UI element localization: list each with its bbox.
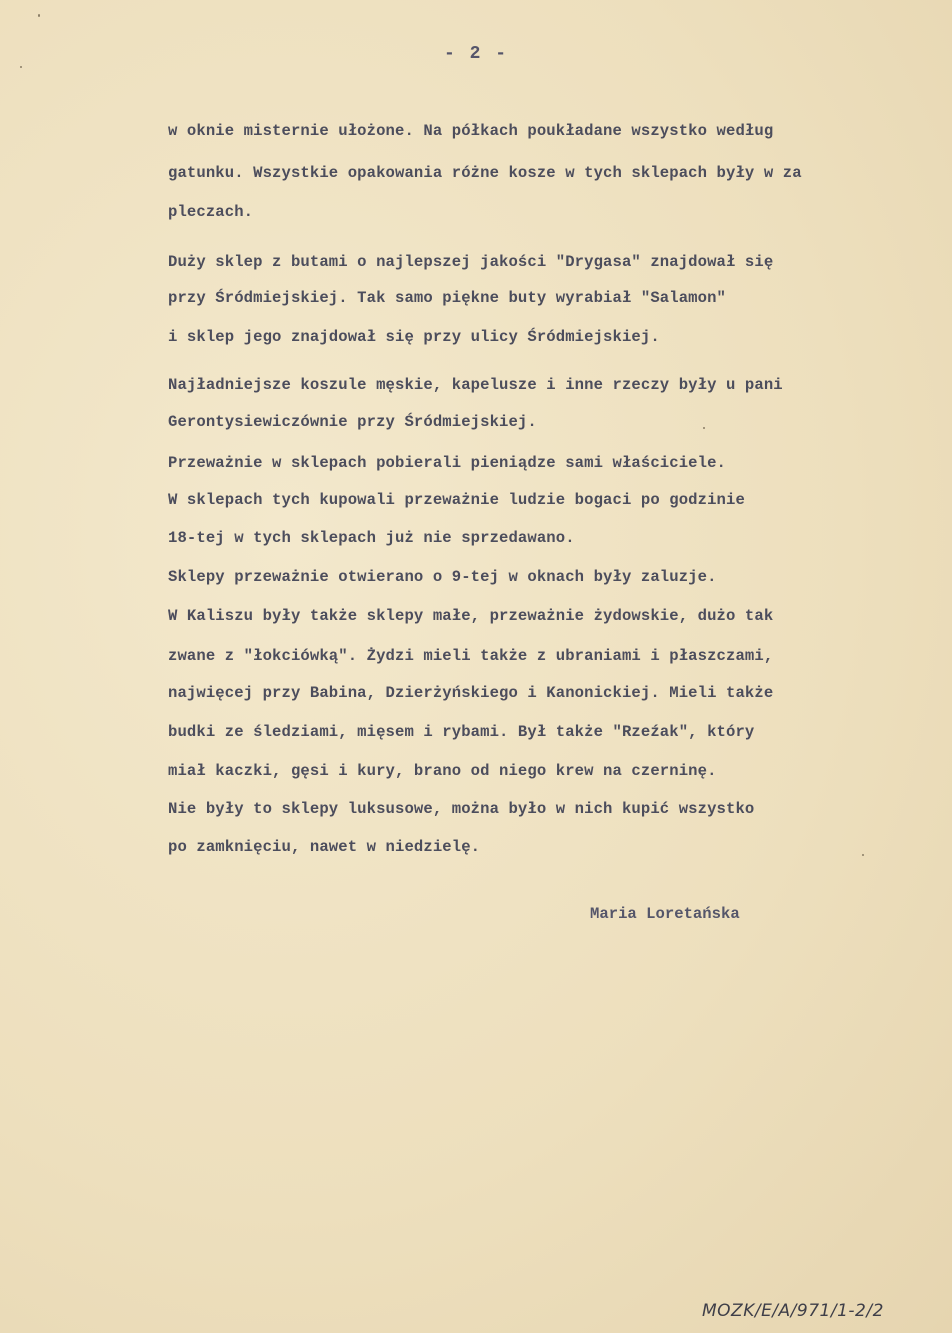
text-line: przy Śródmiejskiej. Tak samo piękne buty wyrabiał "Salamon" — [168, 289, 727, 307]
text-line: W sklepach tych kupowali przeważnie ludzie bogaci po godzinie — [168, 491, 745, 509]
paper-speck — [703, 427, 705, 429]
text-line: Najładniejsze koszule męskie, kapelusze i inne rzeczy były u pani — [168, 376, 783, 394]
text-line: Sklepy przeważnie otwierano o 9-tej w oknach były zaluzje. — [168, 568, 717, 586]
text-line: Nie były to sklepy luksusowe, można było w nich kupić wszystko — [168, 800, 755, 818]
text-line: W Kaliszu były także sklepy małe, przeważnie żydowskie, dużo tak — [168, 607, 774, 625]
paper-speck — [20, 66, 22, 68]
text-line: budki ze śledziami, mięsem i rybami. Był także "Rzeźak", który — [168, 723, 755, 741]
text-line: najwięcej przy Babina, Dzierżyńskiego i Kanonickiej. Mieli także — [168, 684, 774, 702]
text-line: Przeważnie w sklepach pobierali pieniądze sami właściciele. — [168, 454, 727, 472]
text-line: w oknie misternie ułożone. Na półkach poukładane wszystko według — [168, 122, 774, 140]
text-line: gatunku. Wszystkie opakowania różne kosze w tych sklepach były w za — [168, 164, 802, 182]
text-line: Duży sklep z butami o najlepszej jakości "Drygasa" znajdował się — [168, 253, 774, 271]
paper-speck — [862, 854, 864, 856]
archive-stamp: MOZK/E/A/971/1-2/2 — [702, 1301, 884, 1321]
text-line: 18-tej w tych sklepach już nie sprzedawano. — [168, 529, 575, 547]
text-line: Gerontysiewiczównie przy Śródmiejskiej. — [168, 413, 537, 431]
text-line: zwane z "łokciówką". Żydzi mieli także z ubraniami i płaszczami, — [168, 647, 774, 665]
paper-speck — [38, 14, 40, 17]
text-line: po zamknięciu, nawet w niedzielę. — [168, 838, 481, 856]
signature: Maria Loretańska — [590, 905, 740, 923]
text-line: i sklep jego znajdował się przy ulicy Śródmiejskiej. — [168, 328, 660, 346]
text-line: pleczach. — [168, 203, 254, 221]
text-line: miał kaczki, gęsi i kury, brano od niego krew na czerninę. — [168, 762, 717, 780]
page-number: - 2 - — [443, 44, 508, 64]
